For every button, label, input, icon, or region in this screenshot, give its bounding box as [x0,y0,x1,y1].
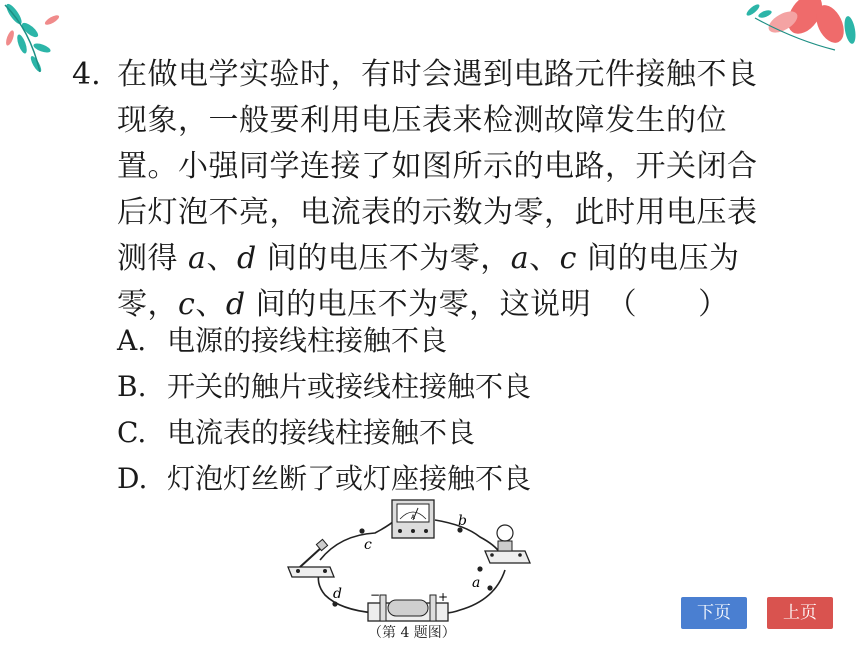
variable-a: a [188,241,207,276]
variable-a: a [510,241,530,276]
variable-c: c [178,287,196,322]
ammeter-icon [392,500,434,538]
label-d: d [333,586,342,602]
question-text: 在做电学实验时，有时会遇到电路元件接触不良现象，一般要利用电压表来检测故障发生的位置。小强同学连接了如图所示的电路，开关闭合后灯泡不亮，电流表的示数为零，此时用电压表测得 a、d 间的电压不为零，a、c 间的电压为零，c、d 间的电压不为零，这说明 （ ） [117,57,758,322]
svg-text:+: + [438,590,449,604]
svg-text:−: − [370,588,381,602]
battery-icon [368,588,448,621]
option-b[interactable]: B. 开关的触片或接线柱接触不良 [117,370,532,403]
question-number: 4. [72,57,101,92]
answer-options [117,318,531,502]
svg-text:A: A [411,514,416,521]
circuit-diagram [280,495,540,625]
switch-icon [288,539,334,577]
variable-d: d [225,287,246,322]
option-a[interactable]: A. 电源的接线柱接触不良 [117,324,448,357]
point-c-dot [359,528,364,533]
prev-page-button[interactable]: 上页 [767,597,833,629]
point-a-dot [477,566,482,571]
figure-caption: （第 4 题图） [368,625,456,641]
option-c[interactable]: C. 电流表的接线柱接触不良 [117,416,476,449]
next-page-button[interactable]: 下页 [681,597,747,629]
label-b: b [458,513,467,529]
variable-d: d [236,241,257,276]
label-a: a [472,575,481,591]
option-d[interactable]: D. 灯泡灯丝断了或灯座接触不良 [117,462,532,495]
label-c: c [364,537,372,553]
leaf-decoration-top-left [0,0,80,80]
point-extra-dot [487,585,492,590]
point-d-dot [332,601,337,606]
variable-c: c [559,241,577,276]
